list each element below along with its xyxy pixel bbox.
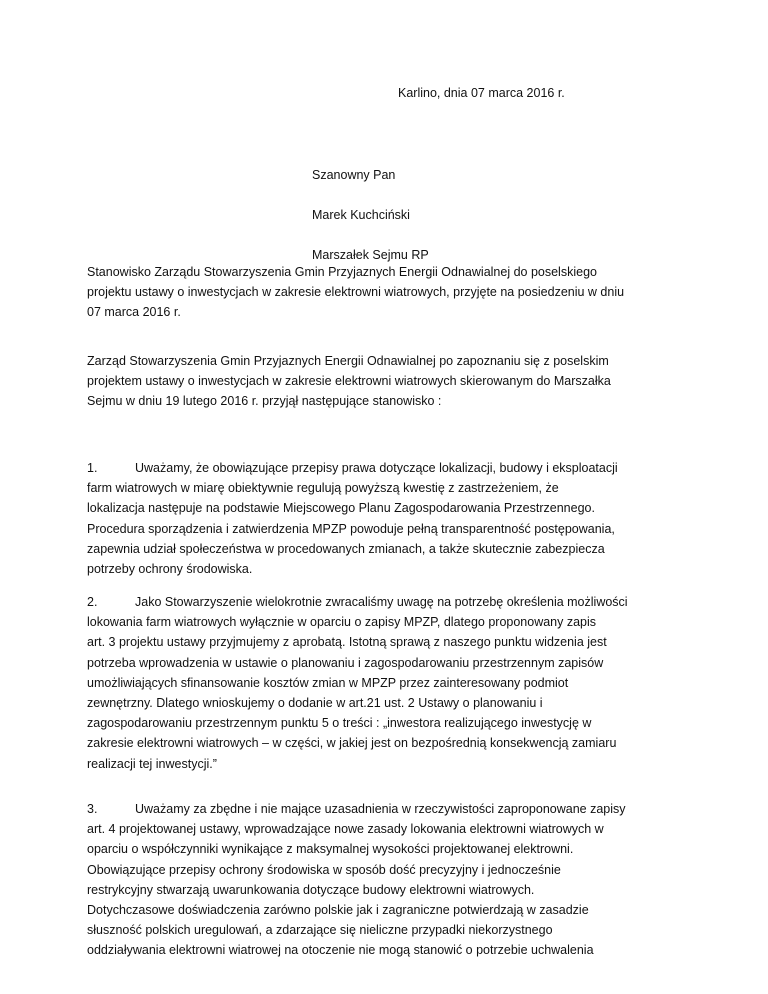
point-line: potrzeba wprowadzenia w ustawie o planowaniu i zagospodarowaniu przestrzennym zapisów (87, 655, 604, 670)
intro-line: Sejmu w dniu 19 lutego 2016 r. przyjął następujące stanowisko : (87, 394, 442, 409)
point-line: umożliwiających sfinansowanie kosztów zmian w MPZP przez zainteresowany podmiot (87, 675, 569, 690)
point-line: restrykcyjny stwarzają uwarunkowania dotyczące budowy elektrowni wiatrowych. (87, 882, 535, 897)
date-line: Karlino, dnia 07 marca 2016 r. (398, 86, 565, 100)
point-number: 3. (87, 802, 98, 816)
point-line: oparciu o współczynniki wynikające z maksymalnej wysokości projektowanej elektrowni. (87, 842, 574, 857)
recipient-title: Marszałek Sejmu RP (312, 248, 429, 262)
point-number: 1. (87, 461, 98, 475)
point-number: 2. (87, 595, 98, 609)
point-3-paragraph (87, 799, 683, 961)
recipient-salutation: Szanowny Pan (312, 168, 396, 182)
point-line: realizacji tej inwestycji.” (87, 756, 217, 771)
subject-line: 07 marca 2016 r. (87, 305, 181, 320)
point-line: Procedura sporządzenia i zatwierdzenia MPZP powoduje pełną transparentność postępowania, (87, 521, 615, 536)
point-2-paragraph (87, 592, 683, 774)
point-line: 2. Jako Stowarzyszenie wielokrotnie zwracaliśmy uwagę na potrzebę określenia możliwości (87, 592, 683, 612)
point-line: potrzeby ochrony środowiska. (87, 562, 253, 577)
point-line: Dotychczasowe doświadczenia zarówno polskie jak i zagraniczne potwierdzają w zasadzie (87, 903, 589, 918)
point-line: lokalizacja następuje na podstawie Miejscowego Planu Zagospodarowania Przestrzennego. (87, 501, 595, 516)
point-line: 1. Uważamy, że obowiązujące przepisy prawa dotyczące lokalizacji, budowy i eksploatacji (87, 458, 683, 478)
subject-line: Stanowisko Zarządu Stowarzyszenia Gmin Przyjaznych Energii Odnawialnej do poselskiego (87, 265, 597, 279)
point-line: słuszność polskich uregulowań, a zdarzające się nieliczne przypadki niekorzystnego (87, 923, 553, 938)
subject-paragraph (87, 262, 683, 323)
point-line: farm wiatrowych w miarę obiektywnie regulują powyższą kwestię z zastrzeżeniem, że (87, 481, 559, 496)
point-line: zakresie elektrowni wiatrowych – w części, w jakiej jest on bezpośrednią konsekwencją zamiaru (87, 736, 617, 751)
point-line: 3. Uważamy za zbędne i nie mające uzasadnienia w rzeczywistości zaproponowane zapisy (87, 799, 683, 819)
point-line: zewnętrzny. Dlatego wnioskujemy o dodanie w art.21 ust. 2 Ustawy o planowaniu i (87, 696, 543, 711)
intro-paragraph (87, 351, 683, 412)
point-line: lokowania farm wiatrowych wyłącznie w oparciu o zapisy MPZP, dlatego proponowany zapis (87, 615, 597, 630)
point-line: zapewnia udział społeczeństwa w procedowanych zmianach, a także skutecznie zabezpiecza (87, 541, 605, 556)
point-line: zagospodarowaniu przestrzennym punktu 5 o treści : „inwestora realizującego inwestycję w (87, 716, 592, 731)
point-line: art. 3 projektu ustawy przyjmujemy z aprobatą. Istotną sprawą z naszego punktu widzenia jest (87, 635, 607, 650)
recipient-name: Marek Kuchciński (312, 208, 410, 222)
point-line: oddziaływania elektrowni wiatrowej na otoczenie nie mogą stanowić o potrzebie uchwalenia (87, 943, 594, 958)
intro-line: Zarząd Stowarzyszenia Gmin Przyjaznych Energii Odnawialnej po zapoznaniu się z poselskim (87, 354, 609, 368)
point-line: Obowiązujące przepisy ochrony środowiska w sposób dość precyzyjny i jednocześnie (87, 862, 561, 877)
point-1-paragraph (87, 458, 683, 579)
subject-line: projektu ustawy o inwestycjach w zakresie elektrowni wiatrowych, przyjęte na posiedzeniu w dniu (87, 285, 625, 300)
point-line: art. 4 projektowanej ustawy, wprowadzające nowe zasady lokowania elektrowni wiatrowych w (87, 822, 604, 837)
intro-line: projektem ustawy o inwestycjach w zakresie elektrowni wiatrowych skierowanym do Marszałka (87, 374, 611, 389)
